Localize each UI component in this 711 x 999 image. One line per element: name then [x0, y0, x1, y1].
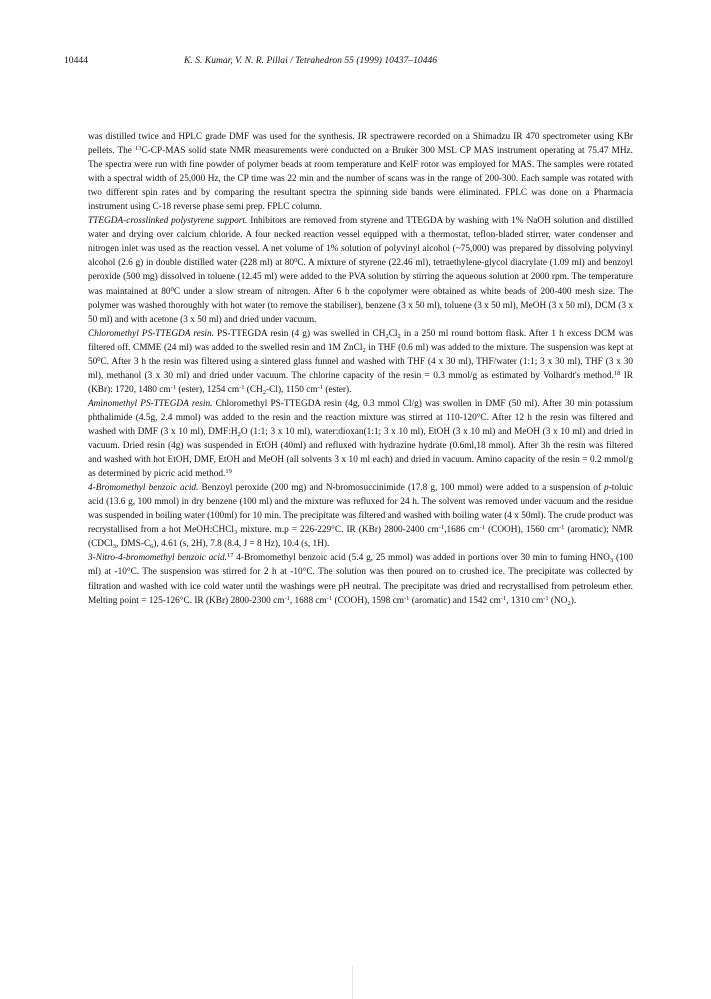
text-run: -Cl), 1150 cm — [266, 384, 318, 395]
text-run: p — [604, 483, 609, 494]
text-run: C. After 3 h the resin was filtered using a sintered glass funnel and washed with THF (4 x 30 ml), THF/water (1:1; 3 x 30 ml), THF (3 x 30 ml), methanol (3 x 30 ml) and dried under vacuum. The chlorine capacity of the resin = 0.3 mmol/g as estimated by Volhardt's method. — [88, 356, 633, 381]
text-run: , DMS-C — [116, 539, 151, 550]
superscript: 0 — [170, 285, 174, 293]
paragraph-ttegda-support — [88, 214, 633, 326]
superscript: -1 — [170, 383, 177, 391]
text-run: mixture. m.p = 226-229°C. IR (KBr) 2800-2400 cm — [237, 525, 439, 536]
superscript: -1 — [326, 594, 333, 602]
subscript: 2 — [262, 388, 267, 396]
superscript: 0 — [294, 257, 298, 265]
text-run: IR (KBr): 1720, 1480 cm — [88, 370, 633, 395]
superscript: 0 — [97, 355, 101, 363]
text-run: ,1686 cm — [444, 525, 480, 536]
superscript: -1 — [284, 594, 290, 602]
page-header — [64, 55, 644, 69]
superscript: -1 — [543, 594, 549, 602]
text-run: O (1:1; 3 x 10 ml), water:dioxan(1:1; 3 x 10 ml), EtOH (3 x 10 ml) and MeOH (3 x 10 ml) and dried in vacuum. Dried resin (4g) was suspended in EtOH (40ml) and refluxed with hydrazine hydrate (0.6ml,18 mmol). After 3h the resin was filtered and washed with hot EtOH, DMF, EtOH and MeOH (all solvents 3 x 10 ml each) and dried in vacuum. Amino capacity of the resin = 0.2 mmol/g as determined by picric acid method. — [88, 426, 633, 480]
text-run: C-CP-MAS solid state NMR measurements were conducted on a Bruker 300 MSL CP MAS instrument operating at 75.47 MHz. The spectra were run with fine powder of polymer beads at room temperature and KelF rotor was employed for MAS. The samples were rotated with a spectral width of 25,000 Hz, the CP time was 22 min and the number of scans was in the range of 200-300. Each sample was rotated with two different spin rates and by comparing the resultant spectra the spinning side bands were eliminated. FPLC was done on a Pharmacia instrument using C-18 reverse phase semi prep. FPLC column. — [88, 146, 633, 213]
superscript: 13 — [134, 145, 142, 153]
subscript: 2 — [237, 430, 241, 438]
text-run: -toluic acid (13.6 g, 100 mmol) in dry benzene (100 ml) and the mixture was refluxed for 24 h. The solvent was removed under vacuum and the residue was suspended in boiling water (100ml) for 10 min. The precipitate was filtered and washed with boiling water (4 x 50ml). The crude product was recrystallised from a hot MeOH:CHCl — [88, 483, 633, 536]
paragraph-runin-heading: 3-Nitro-4-bromomethyl benzoic acid. — [88, 553, 227, 564]
text-run: in THF (0.6 ml) was added to the mixture. The suspension was kept at 50 — [88, 342, 633, 367]
text-run: 4-Bromomethyl benzoic acid (5.4 g, 25 mmol) was added in portions over 30 min to fuming HNO — [233, 553, 610, 564]
subscript: 2 — [385, 332, 389, 340]
paragraph-aminomethyl-resin — [88, 397, 633, 481]
text-run: C under a slow stream of nitrogen. After 6 h the copolymer were obtained as white beads of 200-400 mesh size. The polymer was washed thoroughly with hot water (to remove the stabiliser), benzene (3 x 50 ml), toluene (3 x 50 ml), MeOH (3 x 50 ml), DCM (3 x 50 ml) and with acetone (3 x 50 ml) and dried under vacuum. — [88, 286, 633, 325]
paragraph-nitro-bromomethyl-benzoic-acid — [88, 551, 633, 607]
text-run: Cl — [388, 328, 398, 339]
text-run: in a 250 ml round bottom flask. After 1 h excess DCM was filtered off. CMME (24 ml) was added to the swelled resin and 1M ZnCl — [88, 328, 633, 353]
page-number: 10444 — [64, 55, 88, 66]
subscript: 2 — [567, 599, 571, 607]
paragraph-runin-heading: 4-Bromomethyl benzoic acid. — [88, 483, 199, 494]
paragraph-bromomethyl-benzoic-acid — [88, 481, 633, 551]
text-run: Benzoyl peroxide (200 mg) and N-bromosuccinimide (17.8 g, 100 mmol) were added to a suspension of — [198, 483, 605, 494]
superscript: -1 — [239, 383, 245, 391]
text-run: (CH — [244, 384, 263, 395]
superscript: -1 — [500, 594, 507, 602]
text-run: Inhibitors are removed from styrene and TTEGDA by washing with 1% NaOH solution and distilled water and drying over calcium chloride. A four necked reaction vessel equipped with a thermostat, teflon-bladed stirrer, water condenser and nitrogen inlet was used as the reaction vessel. A net volume of 1% solution of polyvinyl alcohol (~75,000) was prepared by dissolving polyvinyl alcohol (2.6 g) in double distilled water (228 ml) at 80 — [88, 216, 633, 269]
text-run: PS-TTEGDA resin (4 g) was swelled in CH — [213, 328, 386, 339]
running-head: K. S. Kumar, V. N. R. Pillai / Tetrahedron 55 (1999) 10437–10446 — [184, 55, 438, 66]
subscript: 3 — [112, 543, 117, 551]
superscript: 18 — [613, 369, 621, 377]
superscript: -1 — [479, 524, 485, 532]
superscript: -1 — [317, 383, 324, 391]
text-run: (COOH), 1560 cm — [484, 525, 559, 536]
superscript: 19 — [225, 468, 232, 476]
text-run: (NO — [548, 595, 568, 606]
superscript: 17 — [226, 552, 234, 560]
text-run: , 1688 cm — [289, 595, 327, 606]
paragraph-runin-heading: Chloromethyl PS-TTEGDA resin. — [88, 328, 214, 339]
text-run: C. A mixture of styrene (22.46 ml), tetraethylene-glycol diacrylate (1.09 ml) and benzoyl peroxide (500 mg) dissolved in toluene (12.45 ml) were added to the PVA solution by stirring the aqueous solution at 2000 rpm. The temperature was maintained at 80 — [88, 258, 633, 297]
text-run: (COOH), 1598 cm — [332, 595, 405, 606]
paragraph-chloromethyl-resin — [88, 327, 633, 397]
text-run: , 1310 cm — [506, 595, 544, 606]
body-text — [88, 130, 633, 608]
paragraph-runin-heading: TTEGDA-crosslinked polystyrene support. — [88, 216, 248, 227]
superscript: -1 — [404, 594, 410, 602]
subscript: 2 — [397, 332, 401, 340]
paragraph-runin-heading: Aminomethyl PS-TTEGDA resin. — [88, 398, 213, 409]
text-run: was distilled twice and HPLC grade DMF was used for the synthesis. IR spectrawere recorded on a Shimadzu IR 470 spectrometer using KBr pellets. The — [88, 132, 633, 157]
text-run: ), 4.61 (s, 2H), 7.8 (8.4, J = 8 Hz), 10.4 (s, 1H). — [153, 539, 330, 550]
superscript: -1 — [558, 524, 565, 532]
text-run: (aromatic); NMR (CDCl — [88, 525, 633, 550]
paragraph-instrumentation — [88, 130, 633, 214]
text-run: Chloromethyl PS-TTEGDA resin (4g, 0.3 mmol Cl/g) was swollen in DMF (50 ml). After 30 min potassium phthalimide (4.5g, 2.4 mmol) was added to the resin and the reaction mixture was stirred at 110-120°C. After 12 h the resin was filtered and washed with DMF (3 x 10 ml), DMF:H — [88, 398, 633, 437]
text-run: (ester). — [323, 384, 352, 395]
text-run: (100 ml) at -10°C. The suspension was stirred for 2 h at -10°C. The solution was then poured on to crushed ice. The precipitate was collected by filtration and washed with ice cold water until the washings were pH neutral. The precipitate was dried and recrystallised from petroleum ether. Melting point = 125-126°C. IR (KBr) 2800-2300 cm — [88, 553, 633, 606]
subscript: 6 — [150, 543, 154, 551]
subscript: 3 — [233, 529, 238, 537]
text-run: (ester), 1254 cm — [176, 384, 240, 395]
subscript: 2 — [362, 346, 366, 354]
subscript: 3 — [609, 557, 614, 565]
superscript: -1 — [438, 524, 445, 532]
scan-mark — [352, 965, 353, 999]
text-run: (aromatic) and 1542 cm — [409, 595, 501, 606]
text-run: ). — [570, 595, 577, 606]
